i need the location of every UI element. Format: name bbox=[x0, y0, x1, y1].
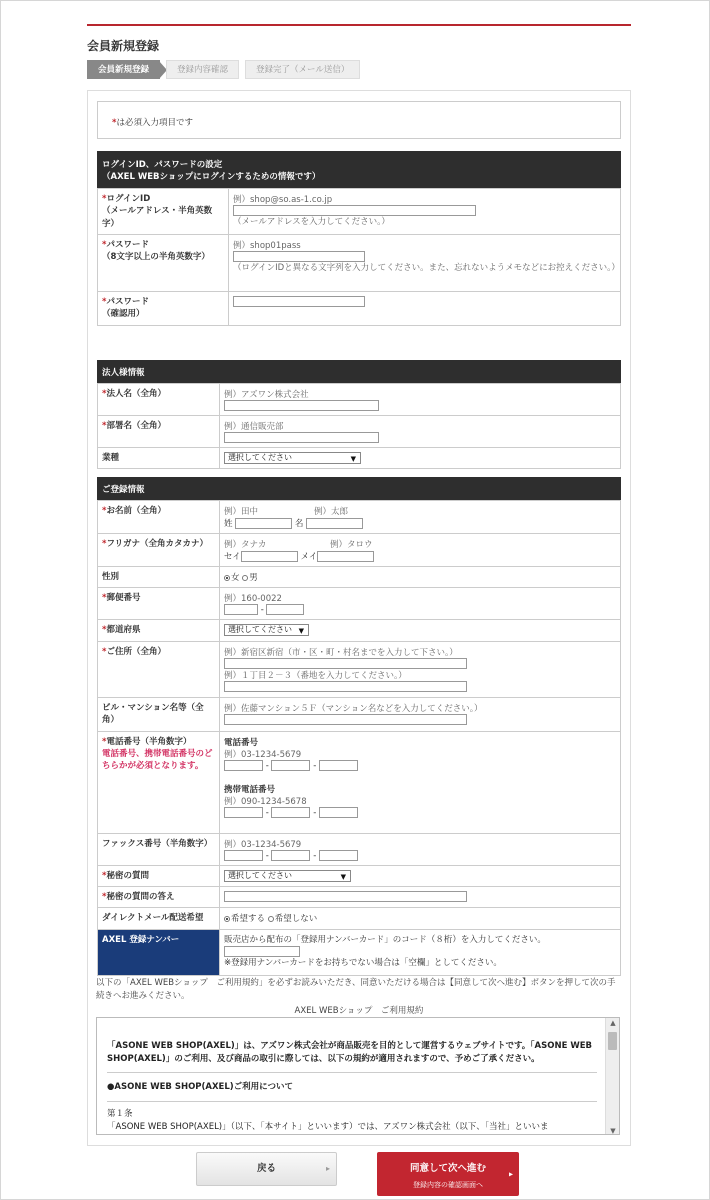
company-row: *法人名（全角） 例）アズワン株式会社 bbox=[98, 384, 621, 416]
password-confirm-label: *パスワード （確認用） bbox=[98, 291, 229, 325]
password-label: *パスワード （8文字以上の半角英数字） bbox=[98, 234, 229, 291]
scroll-down-icon[interactable]: ▼ bbox=[610, 1127, 616, 1135]
back-button[interactable]: 戻る ▸ bbox=[196, 1152, 337, 1186]
password-example: 例）shop01pass bbox=[233, 240, 301, 251]
kana-row: *フリガナ（全角カタカナ） 例）タナカ 例）タロウ セイ メイ bbox=[98, 534, 621, 567]
gender-label: 性別 bbox=[98, 567, 220, 588]
password-confirm-row bbox=[98, 291, 621, 325]
gender-female-radio[interactable] bbox=[224, 575, 230, 581]
corp-section-header: 法人様情報 bbox=[97, 360, 621, 383]
axel-number-input[interactable] bbox=[224, 946, 300, 957]
step-indicator bbox=[87, 60, 631, 79]
top-rule bbox=[87, 24, 631, 26]
dept-example: 例）通信販売部 bbox=[224, 422, 284, 432]
company-example: 例）アズワン株式会社 bbox=[224, 390, 309, 400]
phone-row: *電話番号（半角数字） 電話番号、携帯電話番号のどちらかが必須となります。 電話番号 例）03-1234-5679 - - 携帯電話番号 例）090-1234-5678 - - bbox=[98, 731, 621, 833]
pref-label: 都道府県 bbox=[106, 625, 141, 636]
last-name-kana-input[interactable] bbox=[241, 551, 298, 562]
phone-label: 電話番号（半角数字） bbox=[106, 736, 192, 747]
terms-intro: 以下の「AXEL WEBショップ ご利用規約」を必ずお読みいただき、同意いただける場合は【同意して次へ進む】ボタンを押して次の手続きへお進みください。 bbox=[96, 978, 616, 1001]
phone-1-input[interactable] bbox=[224, 760, 263, 771]
reg-table bbox=[97, 500, 621, 976]
company-input[interactable] bbox=[224, 400, 379, 411]
address-label: ご住所（全角） bbox=[106, 646, 166, 657]
mobile-2-input[interactable] bbox=[271, 807, 310, 818]
page-title: 会員新規登録 bbox=[87, 39, 160, 53]
first-name-input[interactable] bbox=[306, 518, 363, 529]
axel-number-row: AXEL 登録ナンバー 販売店から配布の「登録用ナンバーカード」のコード（８桁）を入力してください。 ※登録用ナンバーカードをお持ちでない場合は「空欄」としてください。 bbox=[98, 929, 621, 975]
zip-first-input[interactable] bbox=[224, 604, 258, 615]
phone-required-note: 電話番号、携帯電話番号のどちらかが必須となります。 bbox=[102, 748, 213, 772]
address-row: *ご住所（全角） 例）新宿区新宿（市・区・町・村名までを入力して下さい。） 例）１丁目２－３（番地を入力してください。） bbox=[98, 641, 621, 697]
secret-answer-input[interactable] bbox=[224, 891, 467, 902]
name-label: お名前（全角） bbox=[106, 506, 166, 516]
fax-2-input[interactable] bbox=[271, 850, 310, 861]
login-section-header: ログインID、パスワードの設定 （AXEL WEBショップにログインするための情報です） bbox=[97, 151, 621, 188]
dept-row: *部署名（全角） 例）通信販売部 bbox=[98, 416, 621, 448]
fax-row: ファックス番号（半角数字） 例）03-1234-5679 - - bbox=[98, 833, 621, 865]
phone-2-input[interactable] bbox=[271, 760, 310, 771]
gender-row: 性別 女 男 bbox=[98, 567, 621, 588]
agree-next-button[interactable]: 同意して次へ進む 登録内容の確認画面へ ▸ bbox=[377, 1152, 519, 1196]
secret-question-row: *秘密の質問 選択してください ▼ bbox=[98, 865, 621, 886]
industry-select[interactable]: 選択してください ▼ bbox=[224, 452, 361, 464]
fax-1-input[interactable] bbox=[224, 850, 263, 861]
scroll-up-icon[interactable]: ▲ bbox=[610, 1019, 616, 1027]
zip-row: *郵便番号 例）160-0022 - bbox=[98, 588, 621, 620]
address-city-input[interactable] bbox=[224, 658, 467, 669]
step-complete: 登録完了（メール送信） bbox=[245, 60, 360, 79]
dm-row: ダイレクトメール配送希望 希望する 希望しない bbox=[98, 908, 621, 929]
zip-second-input[interactable] bbox=[266, 604, 304, 615]
dept-input[interactable] bbox=[224, 432, 379, 443]
password-input[interactable] bbox=[233, 251, 365, 262]
mobile-1-input[interactable] bbox=[224, 807, 263, 818]
pref-row: *都道府県 選択してください ▼ bbox=[98, 620, 621, 641]
login-id-label: *ログインID （メールアドレス・半角英数字） bbox=[98, 189, 229, 235]
terms-scrollbar[interactable] bbox=[605, 1018, 619, 1135]
required-note: *は必須入力項目です bbox=[97, 101, 621, 139]
first-name-kana-input[interactable] bbox=[317, 551, 374, 562]
login-id-example: 例）shop@so.as-1.co.jp bbox=[233, 195, 333, 205]
zip-label: 郵便番号 bbox=[106, 593, 141, 604]
phone-3-input[interactable] bbox=[319, 760, 358, 771]
chevron-down-icon: ▼ bbox=[298, 627, 304, 636]
login-id-row bbox=[98, 189, 621, 235]
password-hint: （ログインIDと異なる文字列を入力してください。また、忘れないようメモなどにお控えください。） bbox=[233, 262, 620, 273]
building-label: ビル・マンション名等（全角） bbox=[98, 697, 220, 731]
login-id-input[interactable] bbox=[233, 205, 476, 216]
fax-label: ファックス番号（半角数字） bbox=[98, 833, 220, 865]
address-street-input[interactable] bbox=[224, 681, 467, 692]
prefecture-select[interactable]: 選択してください ▼ bbox=[224, 624, 309, 636]
kana-label: フリガナ（全角カタカナ） bbox=[106, 539, 209, 549]
dm-no-radio[interactable] bbox=[268, 916, 274, 922]
chevron-down-icon: ▼ bbox=[340, 872, 346, 881]
building-row: ビル・マンション名等（全角） 例）佐藤マンション５Ｆ（マンション名などを入力してください。） bbox=[98, 697, 621, 731]
fax-3-input[interactable] bbox=[319, 850, 358, 861]
building-input[interactable] bbox=[224, 714, 467, 725]
chevron-right-icon: ▸ bbox=[325, 1164, 330, 1173]
secret-answer-row: *秘密の質問の答え bbox=[98, 886, 621, 907]
step-confirm: 登録内容確認 bbox=[166, 60, 239, 79]
dept-label: 部署名（全角） bbox=[106, 421, 166, 431]
secret-question-select[interactable]: 選択してください ▼ bbox=[224, 870, 351, 882]
reg-section-header: ご登録情報 bbox=[97, 477, 621, 500]
chevron-down-icon: ▼ bbox=[350, 455, 356, 463]
dm-yes-radio[interactable] bbox=[224, 916, 230, 922]
terms-scrollbox[interactable] bbox=[96, 1017, 620, 1135]
gender-male-radio[interactable] bbox=[242, 575, 248, 581]
company-label: 法人名（全角） bbox=[106, 389, 166, 399]
chevron-right-icon: ▸ bbox=[508, 1169, 513, 1179]
industry-row bbox=[98, 448, 621, 469]
secret-answer-label: 秘密の質問の答え bbox=[106, 891, 175, 902]
terms-content: 「ASONE WEB SHOP(AXEL)」は、アズワン株式会社が商品販売を目的として運営するウェブサイトです。「ASONE WEB SHOP(AXEL)」のご利用、及び商品の取引に際しては、以下の規約が適用されますので、予めご了承ください。 ●ASONE WEB SHOP(AXEL)ご利用について 第１条 「ASONE WEB SHOP(AXEL)」（以下、「本サイト」といいます）では、アズワン株式会社（以下、「当社」といいま bbox=[107, 1028, 597, 1134]
mobile-3-input[interactable] bbox=[319, 807, 358, 818]
industry-label: 業種 bbox=[98, 448, 220, 469]
login-table bbox=[97, 188, 621, 326]
step-register: 会員新規登録 bbox=[87, 60, 160, 79]
corp-table bbox=[97, 383, 621, 469]
last-name-input[interactable] bbox=[235, 518, 292, 529]
login-id-hint: （メールアドレスを入力してください。） bbox=[233, 217, 390, 227]
registration-page bbox=[87, 24, 631, 1189]
password-row bbox=[98, 234, 621, 291]
name-row: *お名前（全角） 例）田中 例）太郎 姓 名 bbox=[98, 501, 621, 534]
secret-question-label: 秘密の質問 bbox=[106, 870, 149, 881]
password-confirm-input[interactable] bbox=[233, 296, 365, 307]
scroll-thumb[interactable] bbox=[608, 1032, 617, 1050]
terms-title: AXEL WEBショップ ご利用規約 bbox=[294, 1006, 424, 1016]
axel-number-label: AXEL 登録ナンバー bbox=[98, 929, 220, 975]
dm-label: ダイレクトメール配送希望 bbox=[98, 908, 220, 929]
